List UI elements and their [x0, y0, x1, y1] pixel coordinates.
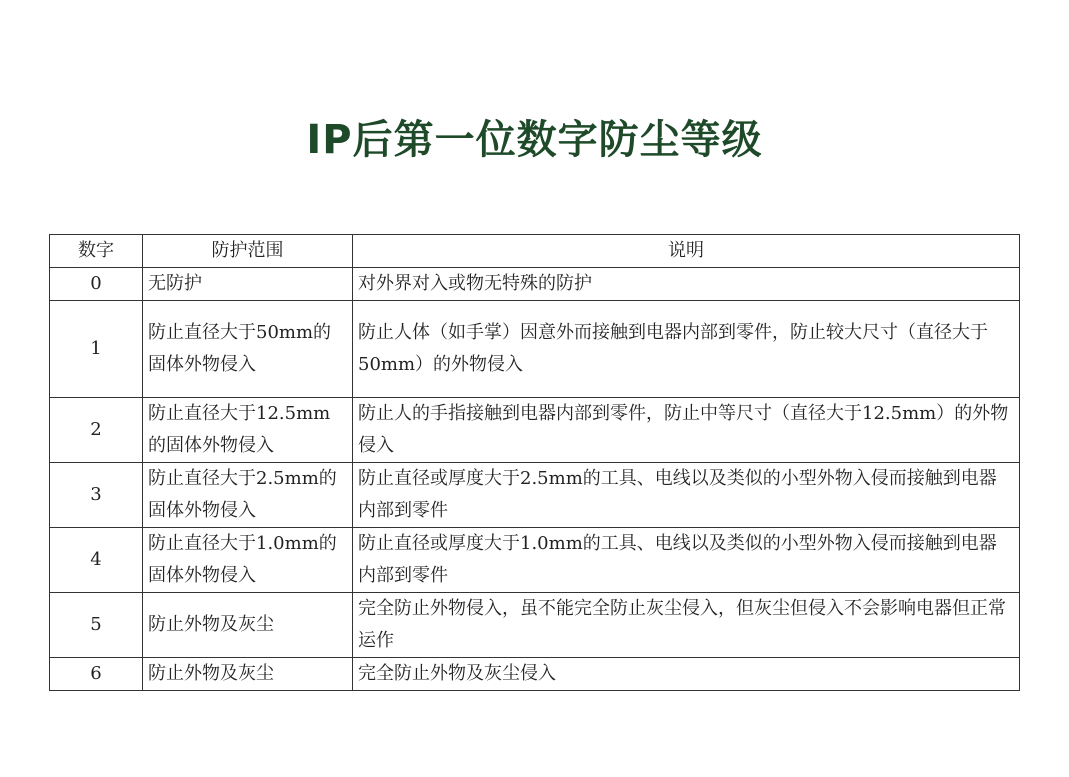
row-number: 4: [50, 528, 143, 593]
table-row: [50, 593, 1020, 658]
header-description: 说明: [353, 235, 1020, 268]
table-row: [50, 301, 1020, 398]
row-description: 完全防止外物侵入，虽不能完全防止灰尘侵入，但灰尘但侵入不会影响电器但正常运作: [353, 593, 1020, 658]
row-number: 3: [50, 463, 143, 528]
row-scope: 防止外物及灰尘: [143, 593, 353, 658]
row-scope: 防止外物及灰尘: [143, 658, 353, 691]
table-row: [50, 528, 1020, 593]
row-number: 5: [50, 593, 143, 658]
row-description: 完全防止外物及灰尘侵入: [353, 658, 1020, 691]
table-row: [50, 268, 1020, 301]
row-number: 0: [50, 268, 143, 301]
row-scope: 防止直径大于12.5mm的固体外物侵入: [143, 398, 353, 463]
row-description: 防止直径或厚度大于1.0mm的工具、电线以及类似的小型外物入侵而接触到电器内部到零件: [353, 528, 1020, 593]
header-protection-scope: 防护范围: [143, 235, 353, 268]
row-number: 6: [50, 658, 143, 691]
table-row: [50, 398, 1020, 463]
row-scope: 防止直径大于50mm的固体外物侵入: [143, 301, 353, 398]
row-description: 防止人体（如手掌）因意外而接触到电器内部到零件，防止较大尺寸（直径大于50mm）的外物侵入: [353, 301, 1020, 398]
table-header-row: [50, 235, 1020, 268]
ip-dust-rating-table: [49, 234, 1020, 691]
row-description: 防止直径或厚度大于2.5mm的工具、电线以及类似的小型外物入侵而接触到电器内部到零件: [353, 463, 1020, 528]
row-number: 2: [50, 398, 143, 463]
row-number: 1: [50, 301, 143, 398]
page-title: IP后第一位数字防尘等级: [306, 117, 763, 163]
row-scope: 防止直径大于2.5mm的固体外物侵入: [143, 463, 353, 528]
row-description: 对外界对入或物无特殊的防护: [353, 268, 1020, 301]
header-number: 数字: [50, 235, 143, 268]
row-scope: 防止直径大于1.0mm的固体外物侵入: [143, 528, 353, 593]
row-description: 防止人的手指接触到电器内部到零件，防止中等尺寸（直径大于12.5mm）的外物侵入: [353, 398, 1020, 463]
table-row: [50, 658, 1020, 691]
table-row: [50, 463, 1020, 528]
row-scope: 无防护: [143, 268, 353, 301]
